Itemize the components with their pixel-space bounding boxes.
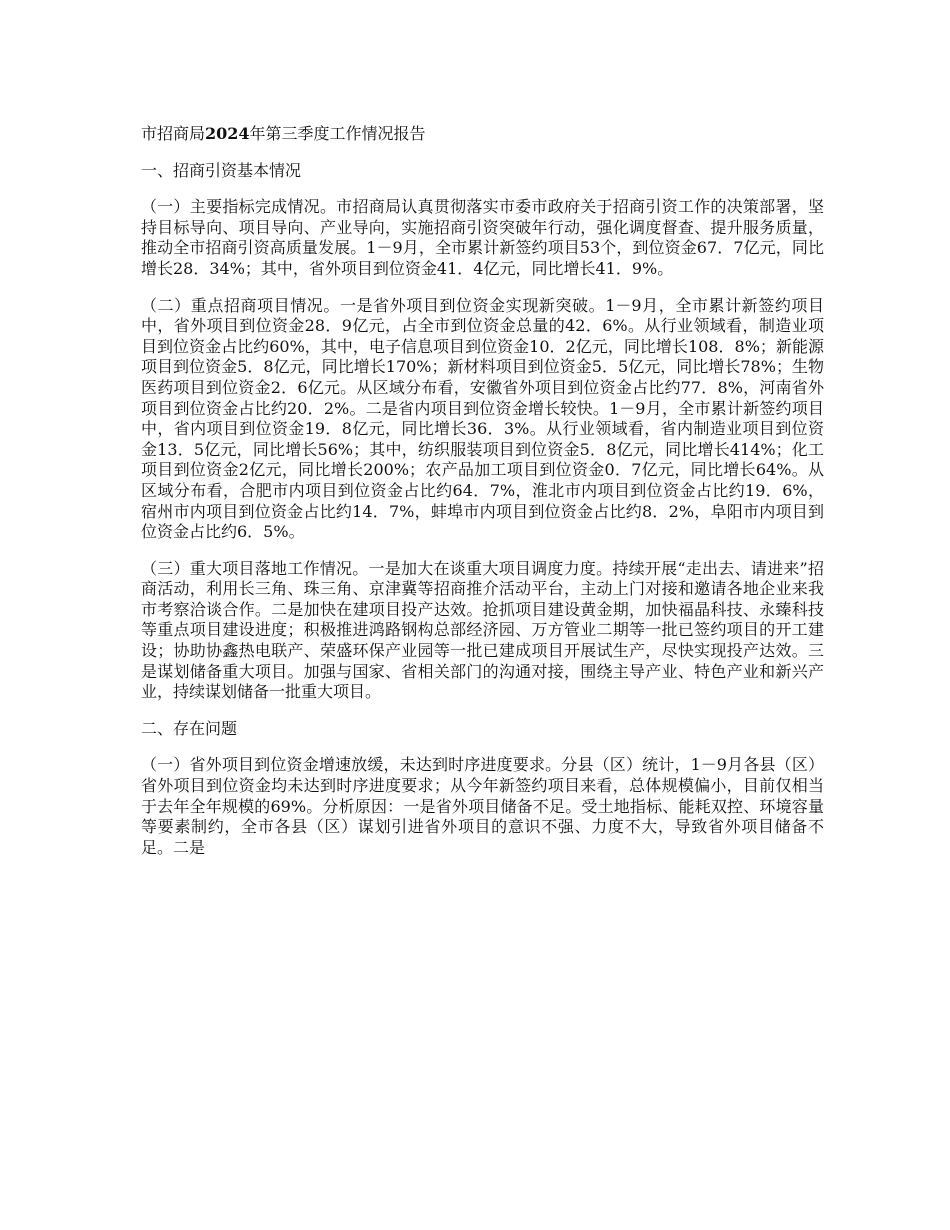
title-year: 2024 (205, 124, 250, 143)
document-title (141, 124, 824, 145)
paragraph-2: （二）重点招商项目情况。一是省外项目到位资金实现新突破。1－9月，全市累计新签约项目中，省外项目到位资金28．9亿元，占全市到位资金总量的42．6%。从行业领域看，制造业项目到位资金占比约60%，其中，电子信息项目到位资金10．2亿元，同比增长108．8%；新能源项目到位资金5．8亿元，同比增长170%；新材料项目到位资金5．5亿元，同比增长78%；生物医药项目到位资金2．6亿元。从区域分布看，安徽省外项目到位资金占比约77．8%，河南省外项目到位资金占比约20．2%。二是省内项目到位资金增长较快。1－9月，全市累计新签约项目中，省内项目到位资金19．8亿元，同比增长36．3%。从行业领域看，省内制造业项目到位资金13．5亿元，同比增长56%；其中，纺织服装项目到位资金5．8亿元，同比增长414%；化工项目到位资金2亿元，同比增长200%；农产品加工项目到位资金0．7亿元，同比增长64%。从区域分布看，合肥市内项目到位资金占比约64．7%，淮北市内项目到位资金占比约19．6%，宿州市内项目到位资金占比约14．7%，蚌埠市内项目到位资金占比约8．2%，阜阳市内项目到位资金占比约6．5%。 (141, 295, 824, 542)
paragraph-1: （一）主要指标完成情况。市招商局认真贯彻落实市委市政府关于招商引资工作的决策部署，坚持目标导向、项目导向、产业导向，实施招商引资突破年行动，强化调度督查、提升服务质量，推动全市招商引资高质量发展。1－9月，全市累计新签约项目53个，到位资金67．7亿元，同比增长28．34%；其中，省外项目到位资金41．4亿元，同比增长41．9%。 (141, 197, 824, 278)
title-suffix: 年第三季度工作情况报告 (249, 124, 426, 143)
document-page (141, 124, 824, 874)
paragraph-4: （一）省外项目到位资金增速放缓，未达到时序进度要求。分县（区）统计，1－9月各县（区）省外项目到位资金均未达到时序进度要求；从今年新签约项目来看，总体规模偏小，目前仅相当于去年全年规模的69%。分析原因：一是省外项目储备不足。受土地指标、能耗双控、环境容量等要素制约，全市各县（区）谋划引进省外项目的意识不强、力度不大，导致省外项目储备不足。二是 (141, 755, 824, 857)
paragraph-3: （三）重大项目落地工作情况。一是加大在谈重大项目调度力度。持续开展“走出去、请进来”招商活动，利用长三角、珠三角、京津冀等招商推介活动平台，主动上门对接和邀请各地企业来我市考察洽谈合作。二是加快在建项目投产达效。抢抓项目建设黄金期，加快福晶科技、永臻科技等重点项目建设进度；积极推进鸿路钢构总部经济园、万方管业二期等一批已签约项目的开工建设；协助协鑫热电联产、荣盛环保产业园等一批已建成项目开展试生产，尽快实现投产达效。三是谋划储备重大项目。加强与国家、省相关部门的沟通对接，围绕主导产业、特色产业和新兴产业，持续谋划储备一批重大项目。 (141, 558, 824, 702)
section-heading-2: 二、存在问题 (141, 718, 238, 738)
section-heading-1: 一、招商引资基本情况 (141, 160, 302, 180)
title-prefix: 市招商局 (141, 124, 206, 143)
